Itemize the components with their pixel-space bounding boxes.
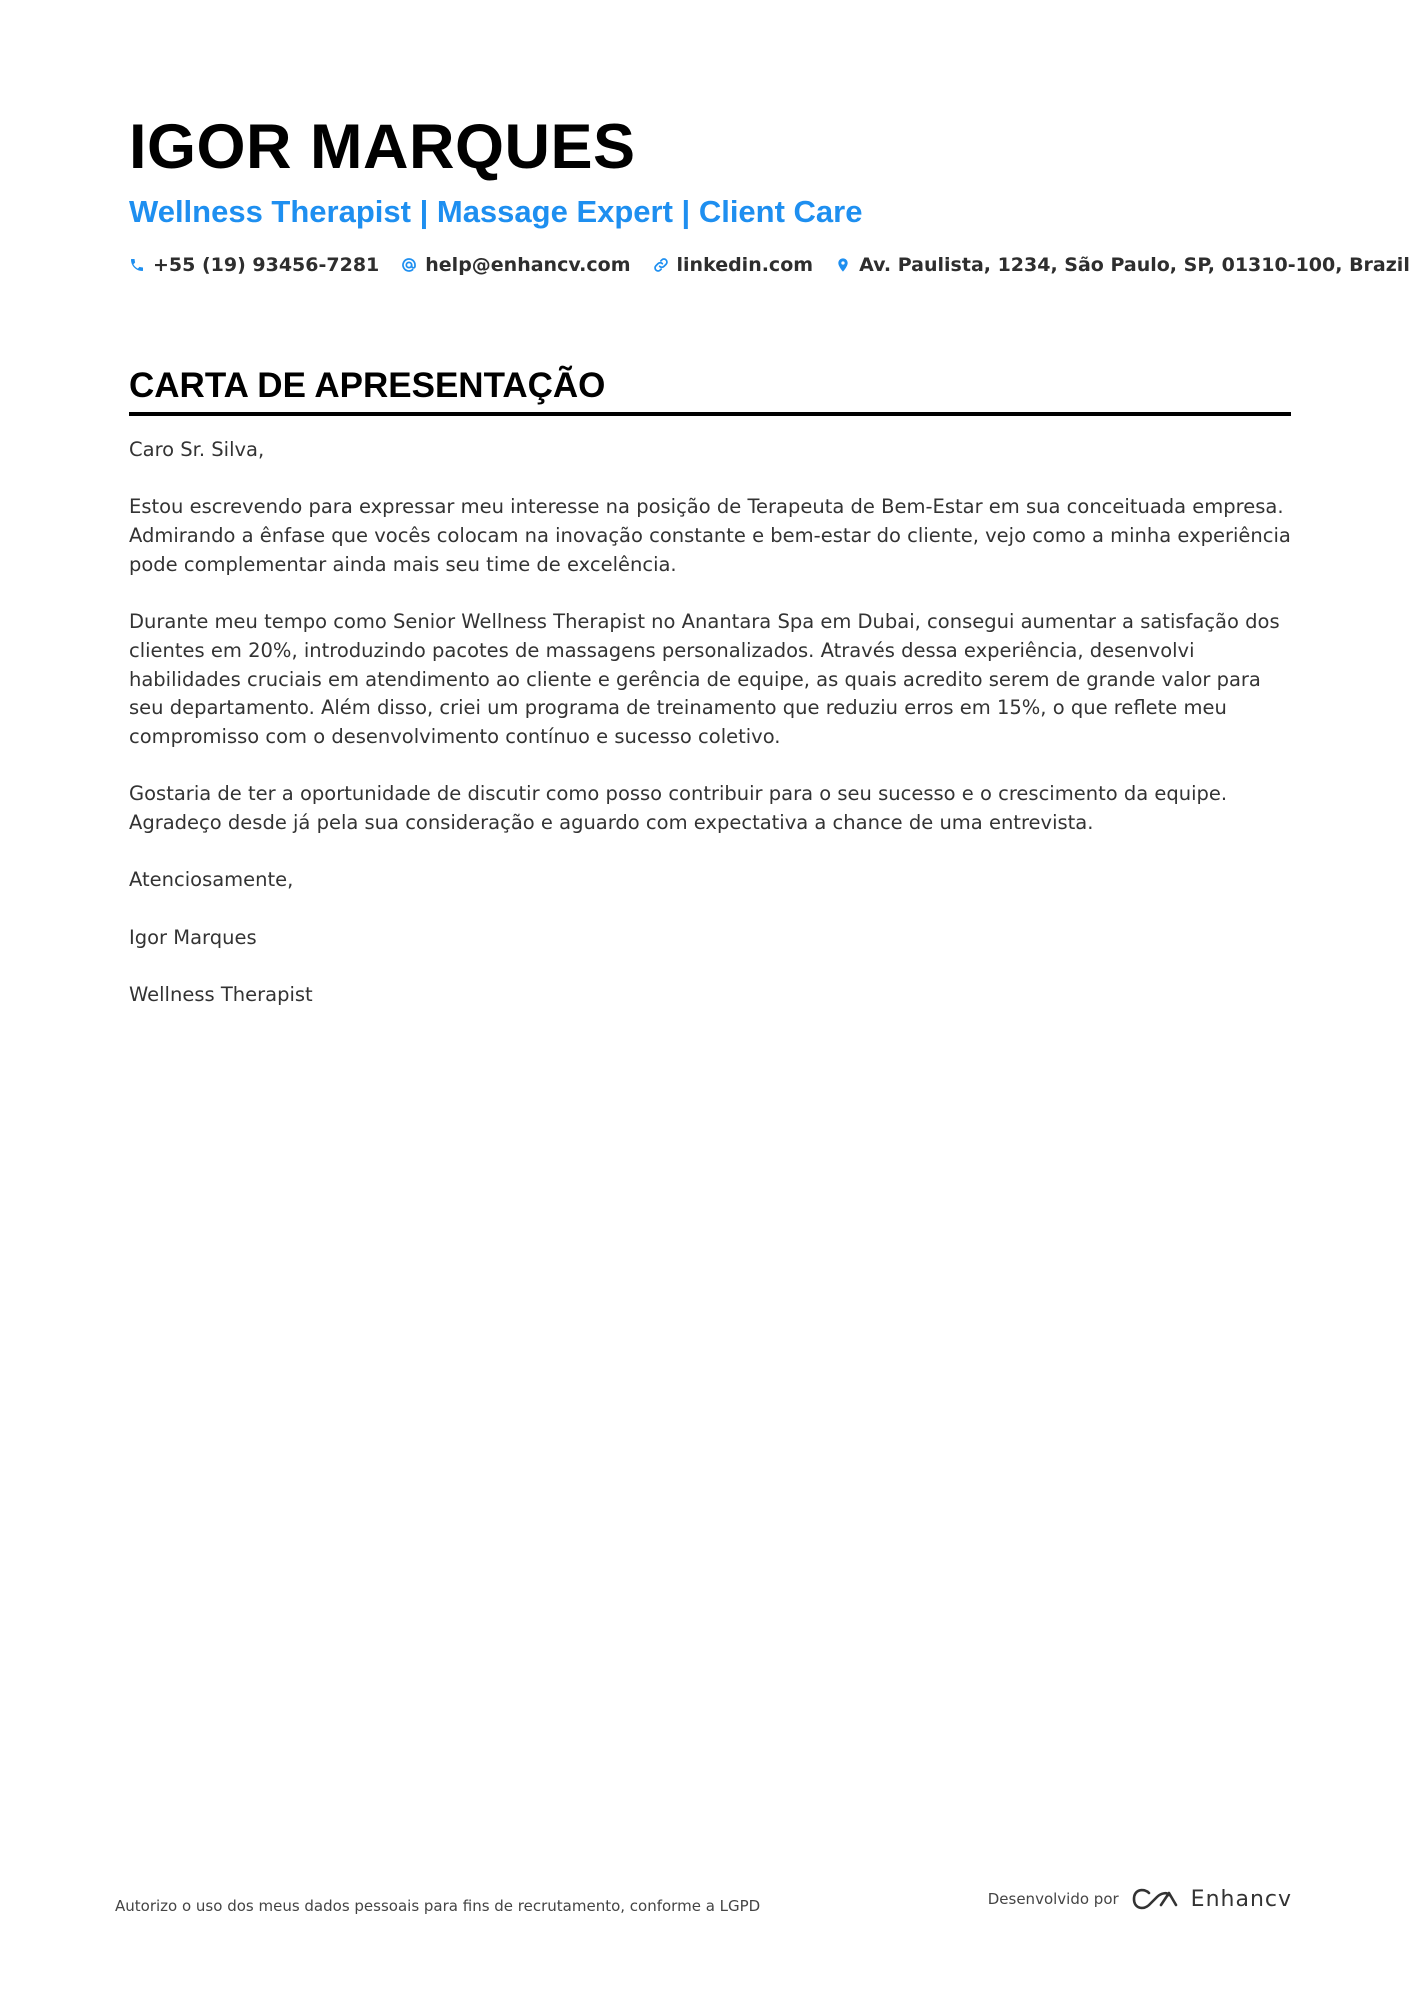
powered-by[interactable]: [988, 1886, 1292, 1912]
enhancv-logo-icon: [1131, 1886, 1179, 1912]
contact-linkedin[interactable]: [653, 254, 814, 276]
brand-logo: [1131, 1886, 1292, 1912]
contact-address: [835, 254, 1410, 276]
letter-closing: Atenciosamente,: [129, 868, 294, 892]
signature-title: Wellness Therapist: [129, 983, 313, 1007]
letter-greeting: Caro Sr. Silva,: [129, 438, 265, 461]
candidate-name: IGOR MARQUES: [129, 112, 636, 182]
link-icon: [653, 257, 669, 273]
header: [129, 110, 1410, 276]
letter-paragraph: Durante meu tempo como Senior Wellness Therapist no Anantara Spa em Dubai, consegui aumentar a satisfação dos clientes em 20%, introduzindo pacotes de massagens personalizados. Através dessa experiência, desenvolvi habilidades cruciais em atendimento ao cliente e gerência de equipe, as quais acredito serem de grande valor para seu departamento. Além disso, criei um programa de treinamento que reduziu erros em 15%, o que reflete meu compromisso com o desenvolvimento contínuo e sucesso coletivo.: [129, 610, 1280, 748]
location-pin-icon: [835, 257, 851, 273]
letter-body: [129, 436, 1291, 1010]
signature-name: Igor Marques: [129, 925, 257, 949]
contact-phone: [129, 254, 379, 276]
phone-text: +55 (19) 93456-7281: [153, 254, 380, 276]
address-text: Av. Paulista, 1234, São Paulo, SP, 01310-100, Brazil: [859, 254, 1410, 276]
linkedin-text: linkedin.com: [676, 254, 814, 276]
letter-paragraph: Estou escrevendo para expressar meu interesse na posição de Terapeuta de Bem-Estar em sua conceituada empresa. Admirando a ênfase que vocês colocam na inovação constante e bem-estar do cliente, vejo como a minha experiência pode complementar ainda mais seu time de excelência.: [129, 495, 1291, 576]
consent-note: Autorizo o uso dos meus dados pessoais para fins de recrutamento, conforme a LGPD: [115, 1897, 761, 1915]
letter-section: [129, 363, 1291, 1039]
letter-paragraph: Gostaria de ter a oportunidade de discutir como posso contribuir para o seu sucesso e o crescimento da equipe. Agradeço desde já pela sua consideração e aguardo com expectativa a chance de uma entrevista.: [129, 782, 1228, 835]
brand-name: Enhancv: [1190, 1886, 1292, 1912]
contact-email[interactable]: [401, 254, 630, 276]
section-title: CARTA DE APRESENTAÇÃO: [129, 363, 1291, 416]
powered-by-label: Desenvolvido por: [987, 1890, 1119, 1908]
candidate-headline: Wellness Therapist | Massage Expert | Client Care: [129, 194, 863, 229]
at-icon: [401, 257, 417, 273]
contact-bar: [129, 254, 1410, 276]
phone-icon: [129, 257, 145, 273]
email-text: help@enhancv.com: [425, 254, 631, 276]
